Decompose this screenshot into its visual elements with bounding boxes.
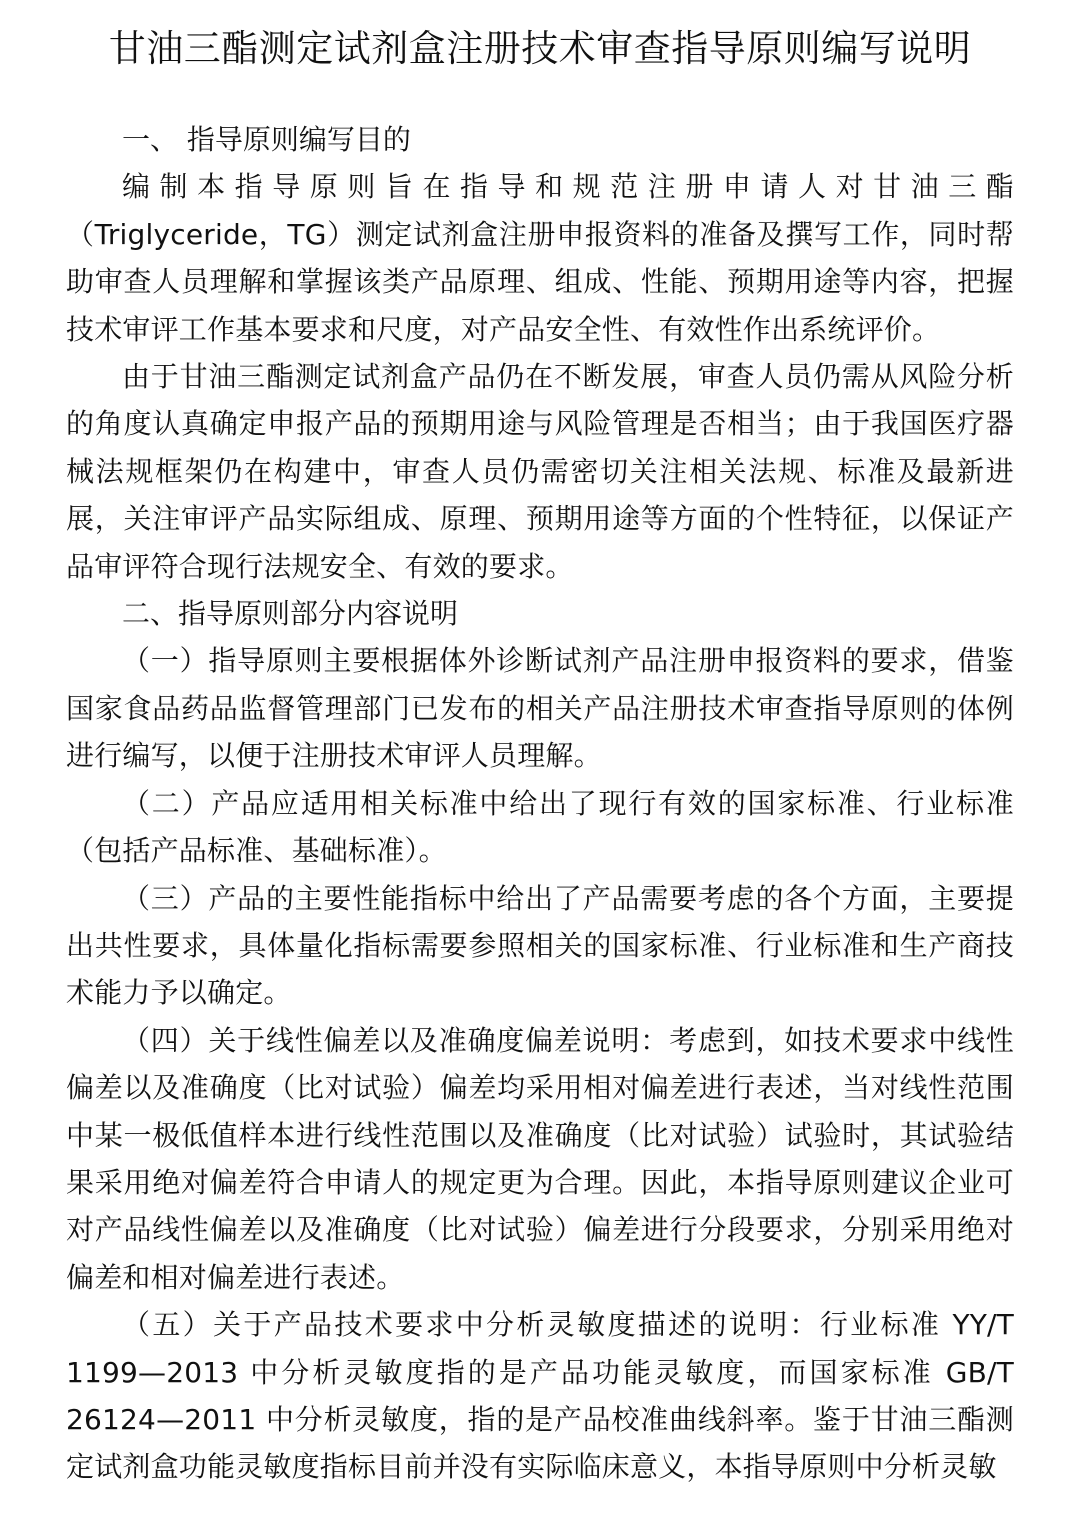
paragraph-item-5: （五）关于产品技术要求中分析灵敏度描述的说明：行业标准 YY/T 1199—2013 中分析灵敏度指的是产品功能灵敏度，而国家标准 GB/T 26124—2011 中分析灵敏度，指的是产品校准曲线斜率。鉴于甘油三酯测定试剂盒功能灵敏度指标目前并没有实际临床意义，本指导原则中分析灵敏 — [66, 1308, 1014, 1484]
section-heading-content: 二、指导原则部分内容说明 — [122, 597, 459, 631]
paragraph-risk: 由于甘油三酯测定试剂盒产品仍在不断发展，审查人员仍需从风险分析的角度认真确定申报产品的预期用途与风险管理是否相当；由于我国医疗器械法规框架仍在构建中，审查人员仍需密切关注相关法规、标准及最新进展，关注审评产品实际组成、原理、预期用途等方面的个性特征，以保证产品审评符合现行法规安全、有效的要求。 — [66, 360, 1014, 583]
paragraph-item-4: （四）关于线性偏差以及准确度偏差说明：考虑到，如技术要求中线性偏差以及准确度（比对试验）偏差均采用相对偏差进行表述，当对线性范围中某一极低值样本进行线性范围以及准确度（比对试验）试验时，其试验结果采用绝对偏差符合申请人的规定更为合理。因此，本指导原则建议企业可对产品线性偏差以及准确度（比对试验）偏差进行分段要求，分别采用绝对偏差和相对偏差进行表述。 — [66, 1023, 1014, 1294]
section-heading-purpose: 一、 指导原则编写目的 — [122, 123, 411, 156]
paragraph-purpose: 编制本指导原则旨在指导和规范注册申请人对甘油三酯（Triglyceride，TG）测定试剂盒注册申报资料的准备及撰写工作，同时帮助审查人员理解和掌握该类产品原理、组成、性能、预期用途等内容，把握技术审评工作基本要求和尺度，对产品安全性、有效性作出系统评价。 — [66, 170, 1014, 346]
document-title: 甘油三酯测定试剂盒注册技术审查指导原则编写说明 — [108, 27, 972, 70]
paragraph-item-1: （一）指导原则主要根据体外诊断试剂产品注册申报资料的要求，借鉴国家食品药品监督管理部门已发布的相关产品注册技术审查指导原则的体例进行编写，以便于注册技术审评人员理解。 — [66, 644, 1014, 773]
paragraph-item-2: （二）产品应适用相关标准中给出了现行有效的国家标准、行业标准（包括产品标准、基础标准）。 — [66, 786, 1014, 868]
paragraph-item-3: （三）产品的主要性能指标中给出了产品需要考虑的各个方面，主要提出共性要求，具体量化指标需要参照相关的国家标准、行业标准和生产商技术能力予以确定。 — [66, 881, 1014, 1010]
